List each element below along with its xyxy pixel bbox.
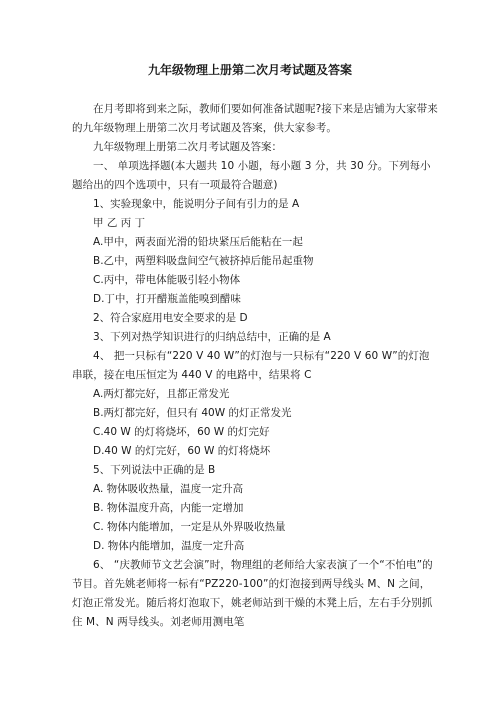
question-1-figure-labels: 甲 乙 丙 丁 [93, 217, 146, 229]
document-title: 九年级物理上册第二次月考试题及答案 [147, 63, 352, 77]
question-2: 2、符合家庭用电安全要求的是 D [93, 312, 248, 324]
section-one-heading: 一、 单项选择题(本大题共 10 小题，每小题 3 分，共 30 分。下列每小题给出的四个选项中，只有一项最符合题意) [72, 160, 431, 191]
intro-paragraph: 在月考即将到来之际，教师们要如何准备试题呢?接下来是店铺为大家带来的九年级物理上册第二次月考试题及答案，供大家参考。 [72, 103, 438, 134]
question-5: 5、下列说法中正确的是 B [93, 464, 216, 476]
question-1-option-a: A.甲中，两表面光滑的铅块紧压后能粘在一起 [93, 236, 303, 248]
question-5-option-c: C. 物体内能增加，一定是从外界吸收热量 [93, 521, 286, 533]
question-3: 3、下列对热学知识进行的归纳总结中，正确的是 A [93, 331, 331, 343]
question-4-option-d: D.40 W 的灯完好，60 W 的灯将烧坏 [93, 445, 271, 457]
question-6: 6、 “庆教师节文艺会演”时，物理组的老师给大家表演了一个“不怕电”的节目。首先姚老师将一标有“PZ220-100”的灯泡接到两导线头 M、N 之间，灯泡正常发光。随后将灯泡取下，姚老师站到干燥的木凳上后，左右手分别抓住 M、N 两导线头。刘老师用测电笔 [72, 559, 433, 628]
question-5-option-d: D. 物体内能增加，温度一定升高 [93, 540, 245, 552]
question-5-option-b: B. 物体温度升高，内能一定增加 [93, 502, 244, 514]
question-1-option-b: B.乙中，两塑料吸盘间空气被挤掉后能吊起重物 [93, 255, 314, 267]
question-4: 4、 把一只标有“220 V 40 W”的灯泡与一只标有“220 V 60 W”的灯泡串联，接在电压恒定为 440 V 的电路中，结果将 C [72, 350, 430, 381]
question-4-option-b: B.两灯都完好，但只有 40W 的灯正常发光 [93, 407, 292, 419]
question-1-option-d: D.丁中，打开醋瓶盖能嗅到醋味 [93, 293, 241, 305]
question-5-option-a: A. 物体吸收热量，温度一定升高 [93, 483, 244, 495]
question-1: 1、实验现象中，能说明分子间有引力的是 A [93, 198, 300, 210]
question-4-option-a: A.两灯都完好，且都正常发光 [93, 388, 230, 400]
question-1-option-c: C.丙中，带电体能吸引轻小物体 [93, 274, 241, 286]
subtitle-line: 九年级物理上册第二次月考试题及答案： [93, 141, 282, 153]
question-4-option-c: C.40 W 的灯将烧坏，60 W 的灯完好 [93, 426, 270, 438]
